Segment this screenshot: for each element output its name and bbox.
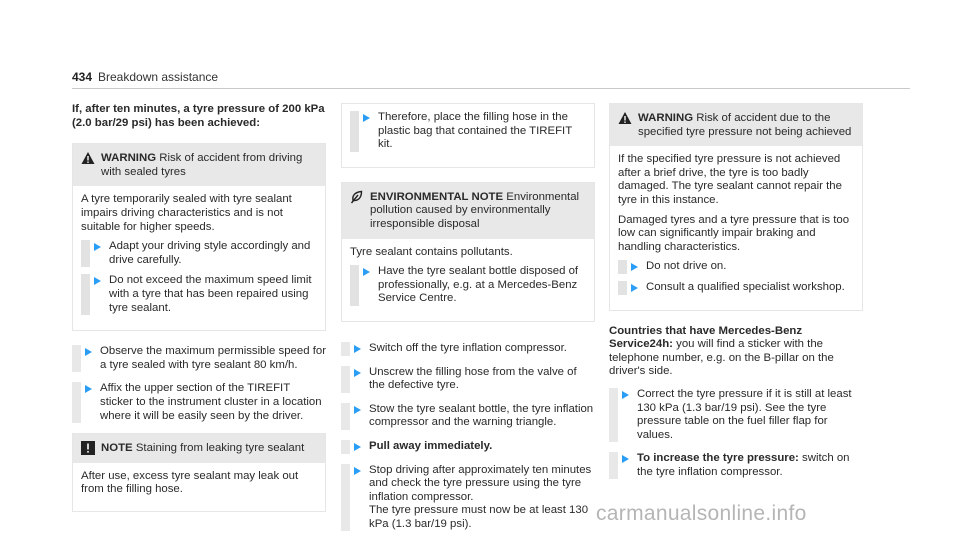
arrow-icon <box>363 268 370 276</box>
header-divider <box>72 88 910 89</box>
arrow-icon <box>631 284 638 292</box>
list-item: Stow the tyre sealant bottle, the tyre inflation compressor and the warning triangle. <box>341 403 595 430</box>
warning-text: Damaged tyres and a tyre pressure that is too low can significantly impair braking and handling characteristics. <box>618 213 850 253</box>
list-item: Stop driving after approximately ten minutes and check the tyre pressure using the tyre inflation compressor. The tyre pressure must now be at least 130 kPa (1.3 bar/19 psi). <box>341 464 595 532</box>
section-title: Breakdown assistance <box>98 70 219 84</box>
watermark: carmanualsonline.info <box>596 502 807 525</box>
page-number: 434 <box>72 70 93 84</box>
warning-label: WARNING <box>101 152 157 165</box>
environmental-note-title: Environmental pollution caused by environmentally irresponsible disposal <box>370 190 580 230</box>
list-item: Have the tyre sealant bottle disposed of professionally, e.g. at a Mercedes-Benz Service Centre. <box>350 265 586 306</box>
arrow-icon <box>354 369 361 377</box>
note-body <box>73 463 325 511</box>
list-item: Affix the upper section of the TIREFIT sticker to the instrument cluster in a location where it will be easily seen by the driver. <box>72 382 326 423</box>
list-item: Unscrew the filling hose from the valve of the defective tyre. <box>341 366 595 393</box>
arrow-icon <box>631 263 638 271</box>
list-item: To increase the tyre pressure: switch on the tyre inflation compressor. <box>609 452 863 479</box>
note-continuation-body <box>342 104 594 167</box>
arrow-icon <box>85 385 92 393</box>
arrow-icon <box>354 443 361 451</box>
list-item: Correct the tyre pressure if it is still at least 130 kPa (1.3 bar/19 psi). See the tyre pressure table on the fuel filler flap for values. <box>609 388 863 442</box>
column-1 <box>72 103 326 526</box>
note-label: NOTE <box>101 442 133 455</box>
environmental-note-label: ENVIRONMENTAL NOTE <box>370 190 504 203</box>
arrow-icon <box>622 455 629 463</box>
warning-text: A tyre temporarily sealed with tyre sealant impairs driving characteristics and is not suitable for higher speeds. <box>81 193 292 233</box>
service24h-paragraph: Countries that have Mercedes-Benz Service24h: you will find a sticker with the telephone number, e.g. on the B-pillar on the driver's side. <box>609 324 834 378</box>
warning-header <box>610 104 862 146</box>
leaf-icon <box>350 190 364 204</box>
warning-text: If the specified tyre pressure is not achieved after a brief drive, the tyre is too badly damaged. The tyre sealant cannot repair the tyre in this instance. <box>618 153 842 206</box>
exclamation-icon <box>81 441 95 455</box>
arrow-icon <box>354 345 361 353</box>
warning-header <box>73 144 325 186</box>
list-item: Do not exceed the maximum speed limit with a tyre that has been repaired using tyre sealant. <box>81 274 317 315</box>
arrow-icon <box>94 243 101 251</box>
warning-title: Risk of accident due to the specified tyre pressure not being achieved <box>638 112 852 138</box>
warning-title: Risk of accident from driving with sealed tyres <box>101 152 303 178</box>
environmental-note-box <box>341 182 595 322</box>
environmental-note-header <box>342 183 594 239</box>
list-item: Pull away immediately. <box>341 440 595 454</box>
note-box <box>72 433 326 512</box>
column-2 <box>341 103 595 541</box>
note-continuation-box <box>341 103 595 168</box>
warning-body <box>73 186 325 330</box>
warning-label: WARNING <box>638 112 694 124</box>
column-3 <box>609 103 863 489</box>
arrow-icon <box>622 391 629 399</box>
arrow-icon <box>94 277 101 285</box>
note-text: After use, excess tyre sealant may leak out from the filling hose. <box>81 469 299 496</box>
arrow-icon <box>354 467 361 475</box>
arrow-icon <box>363 114 370 122</box>
note-title: Staining from leaking tyre sealant <box>135 442 305 455</box>
arrow-icon <box>85 348 92 356</box>
arrow-icon <box>354 406 361 414</box>
warning-box <box>72 143 326 331</box>
environmental-note-body <box>342 239 594 321</box>
note-header <box>73 434 325 463</box>
list-item: Therefore, place the filling hose in the plastic bag that contained the TIREFIT kit. <box>350 111 586 152</box>
warning-box <box>609 103 863 311</box>
warning-triangle-icon <box>618 111 632 125</box>
warning-triangle-icon <box>81 151 95 165</box>
list-item: Consult a qualified specialist workshop. <box>618 281 854 295</box>
list-item: Adapt your driving style accordingly and drive carefully. <box>81 240 317 267</box>
section-heading: If, after ten minutes, a tyre pressure of 200 kPa (2.0 bar/29 psi) has been achieved: <box>72 103 325 129</box>
list-item: Switch off the tyre inflation compressor. <box>341 342 595 356</box>
warning-body <box>610 146 862 309</box>
environmental-note-text: Tyre sealant contains pollutants. <box>350 245 513 258</box>
list-item: Observe the maximum permissible speed for a tyre sealed with tyre sealant 80 km/h. <box>72 345 326 372</box>
list-item: Do not drive on. <box>618 260 854 274</box>
